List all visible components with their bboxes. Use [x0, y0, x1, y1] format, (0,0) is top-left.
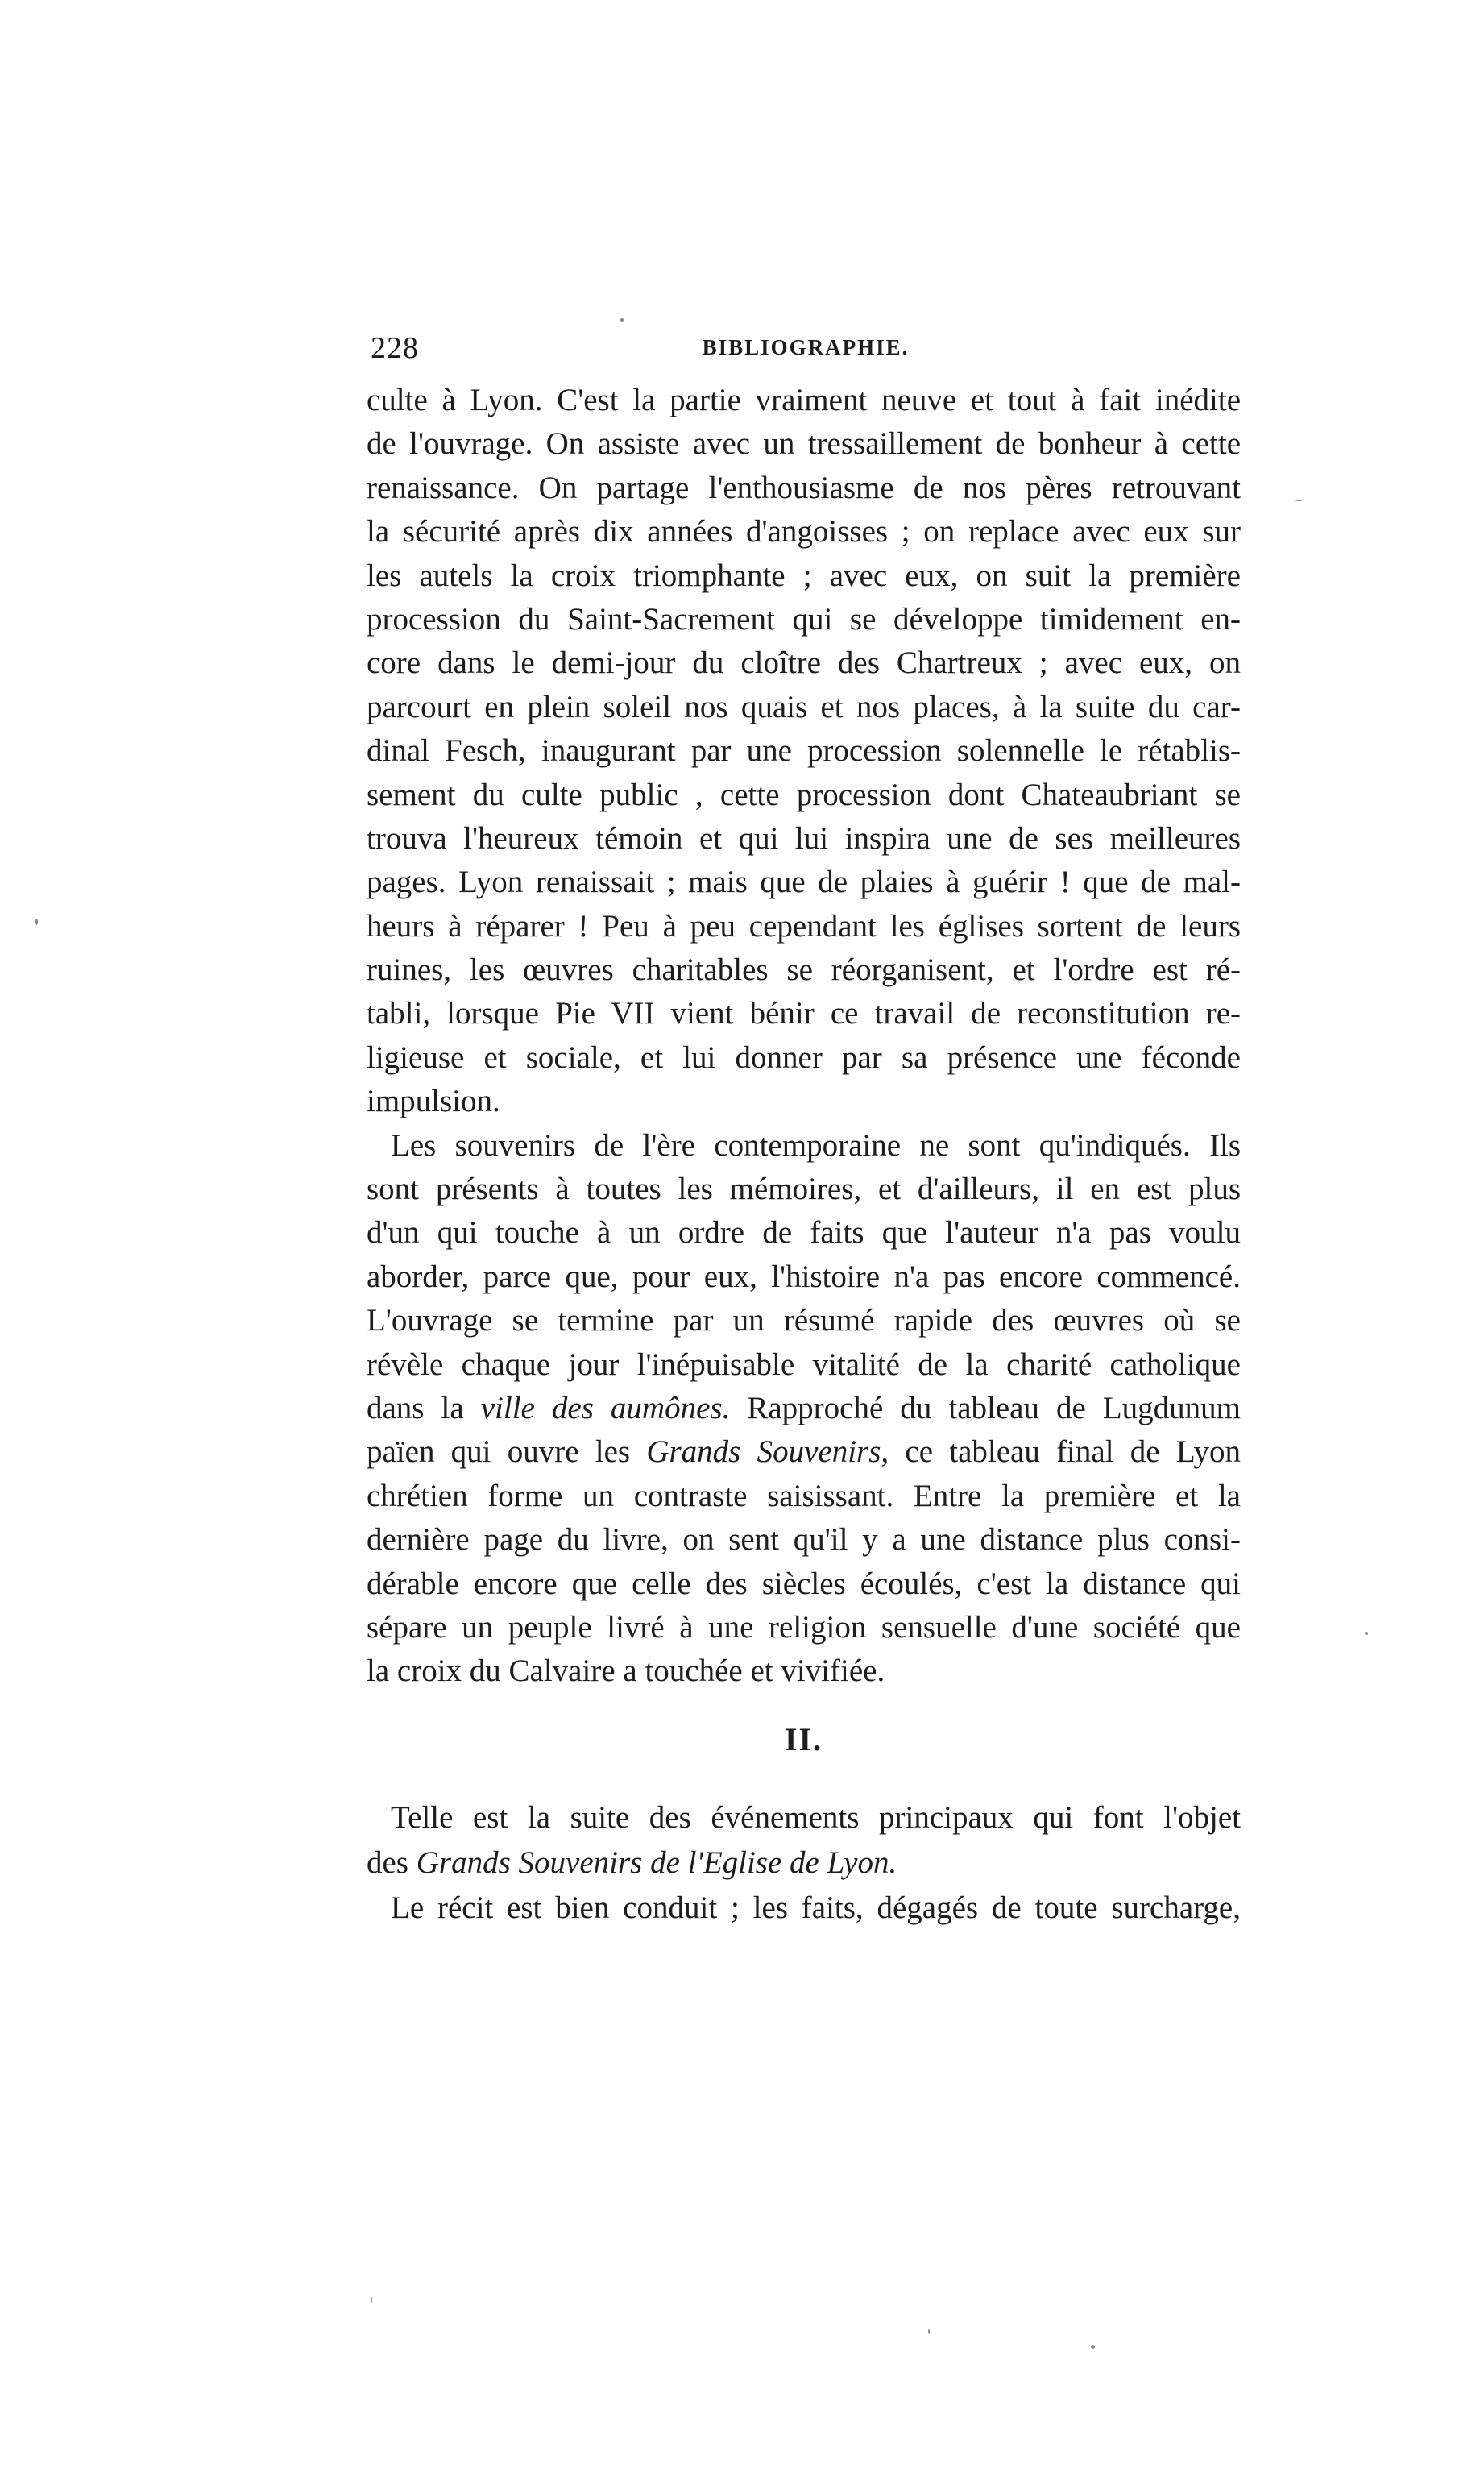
text-line: la croix du Calvaire a touchée et vivifiée. — [367, 1654, 885, 1689]
text-line: L'ouvrage se termine par un résumé rapide des œuvres où se — [367, 1303, 1241, 1338]
section-heading: II. — [784, 1721, 823, 1757]
text-line: parcourt en plein soleil nos quais et nos places, à la suite du car- — [367, 689, 1241, 724]
main-text — [367, 379, 1241, 1694]
text-line: la sécurité après dix années d'angoisses ; on replace avec eux sur — [367, 514, 1241, 550]
text-line: Le récit est bien conduit ; les faits, dégagés de toute surcharge, — [391, 1890, 1241, 1925]
text-line-with-italic — [367, 1387, 1241, 1430]
text-line: de l'ouvrage. On assiste avec un tressaillement de bonheur à cette — [367, 426, 1241, 462]
text-line: procession du Saint-Sacrement qui se développe timidement en- — [367, 601, 1241, 637]
text-line: ligieuse et sociale, et lui donner par sa présence une féconde — [367, 1039, 1241, 1075]
text-line: heurs à réparer ! Peu à peu cependant les églises sortent de leurs — [367, 908, 1241, 944]
text-line: dinal Fesch, inaugurant par une procession solennelle le rétablis- — [367, 733, 1241, 769]
text-line: renaissance. On partage l'enthousiasme de nos pères retrouvant — [367, 470, 1241, 505]
paper-speck — [928, 2329, 930, 2334]
text-line: ruines, les œuvres charitables se réorganisent, et l'ordre est ré- — [367, 952, 1241, 988]
text-line-with-italic — [367, 1430, 1241, 1474]
text-line: Telle est la suite des événements principaux qui font l'objet — [391, 1800, 1241, 1835]
text-line: dérable encore que celle des siècles écoulés, c'est la distance qui — [367, 1566, 1241, 1601]
paper-speck — [371, 2297, 372, 2303]
text-line: chrétien forme un contraste saisissant. Entre la première et la — [367, 1478, 1241, 1513]
text-line-with-italic — [367, 1840, 1241, 1886]
paper-speck — [1295, 500, 1302, 501]
text-line: d'un qui touche à un ordre de faits que l'auteur n'a pas voulu — [367, 1215, 1241, 1251]
text-run: des — [367, 1845, 408, 1880]
text-line: dernière page du livre, on sent qu'il y a une distance plus consi- — [367, 1522, 1241, 1558]
text-line: tabli, lorsque Pie VII vient bénir ce travail de reconstitution re- — [367, 996, 1241, 1031]
italic-phrase: Grands Souvenirs de l'Eglise de Lyon. — [416, 1845, 897, 1880]
text-line: Les souvenirs de l'ère contemporaine ne sont qu'indiqués. Ils — [391, 1127, 1241, 1163]
text-run: dans la — [367, 1390, 464, 1425]
text-line: sont présents à toutes les mémoires, et d'ailleurs, il en est plus — [367, 1172, 1241, 1207]
page-number: 228 — [371, 331, 419, 365]
text-line: culte à Lyon. C'est la partie vraiment neuve et tout à fait inédite — [367, 383, 1241, 417]
text-line: sépare un peuple livré à une religion sensuelle d'une société que — [367, 1609, 1241, 1645]
italic-phrase: Grands Souvenirs, — [646, 1434, 889, 1470]
paper-speck — [620, 318, 624, 322]
text-line: trouva l'heureux témoin et qui lui inspira une de ses meilleures — [367, 820, 1241, 856]
text-run: Rapproché du tableau de Lugdunum — [747, 1390, 1242, 1425]
section-text — [367, 1795, 1241, 1931]
paper-speck — [35, 919, 38, 925]
text-line: révèle chaque jour l'inépuisable vitalité de la charité catholique — [367, 1346, 1241, 1382]
text-line: sement du culte public , cette procession dont Chateaubriant se — [367, 777, 1241, 812]
text-line: core dans le demi-jour du cloître des Chartreux ; avec eux, on — [367, 645, 1241, 681]
italic-phrase: ville des aumônes. — [480, 1390, 731, 1425]
text-line: pages. Lyon renaissait ; mais que de plaies à guérir ! que de mal- — [367, 865, 1241, 900]
page-header — [371, 330, 1241, 379]
running-head: BIBLIOGRAPHIE. — [702, 335, 910, 359]
text-run: ce tableau final de Lyon — [905, 1434, 1241, 1470]
paper-speck — [1091, 2345, 1095, 2349]
paper-speck — [1365, 1632, 1368, 1635]
text-line: les autels la croix triomphante ; avec eux, on suit la première — [367, 558, 1241, 593]
text-line: impulsion. — [367, 1084, 500, 1119]
text-run: païen qui ouvre les — [367, 1434, 631, 1470]
text-line: aborder, parce que, pour eux, l'histoire n'a pas encore commencé. — [367, 1259, 1241, 1294]
